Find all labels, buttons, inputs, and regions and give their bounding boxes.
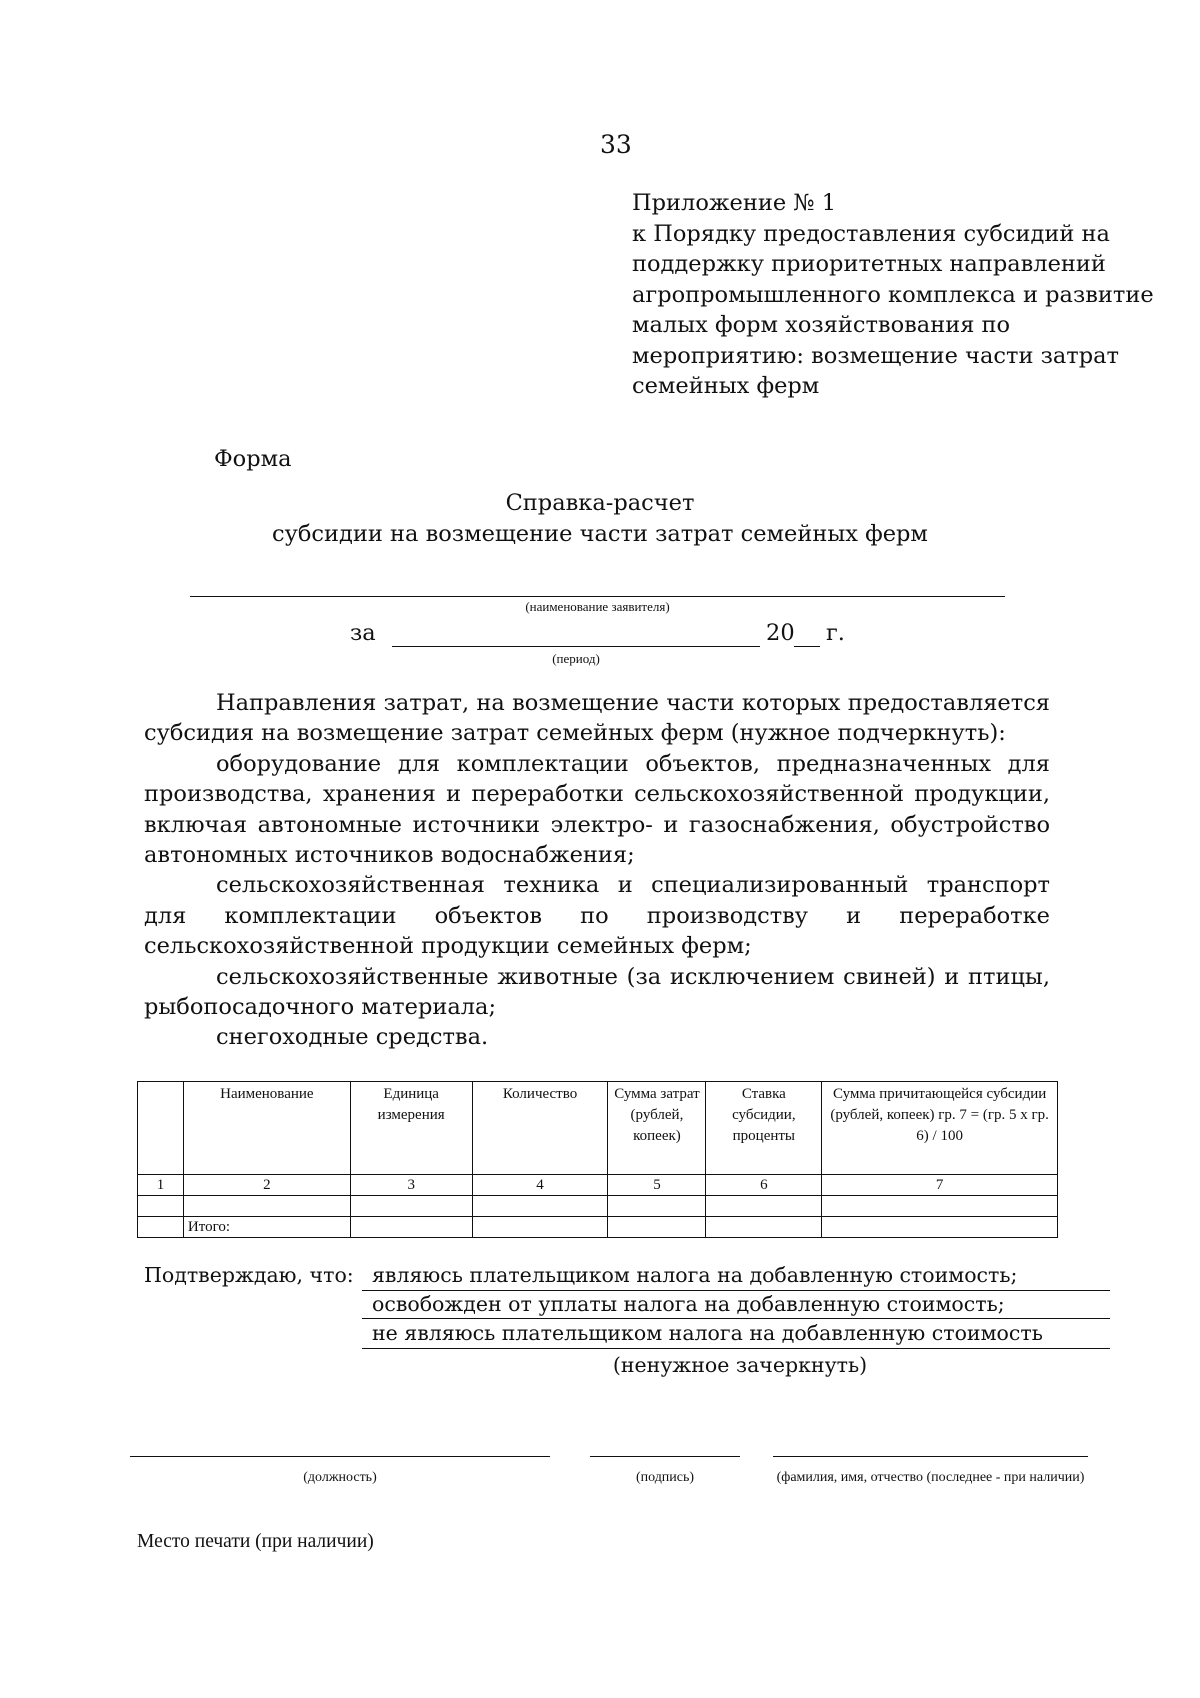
table-cell: 4 [472,1175,608,1196]
table-cell[interactable] [472,1196,608,1217]
full-name-caption: (фамилия, имя, отчество (последнее - при наличии) [776,1470,1085,1485]
table-column-numbers-row [138,1175,1058,1196]
table-cell[interactable] [608,1196,706,1217]
strike-note: (ненужное зачеркнуть) [612,1353,868,1377]
table-header: Наименование [183,1082,350,1175]
table-cell: 1 [138,1175,184,1196]
form-label: Форма [214,446,292,472]
appendix-line: семейных ферм [632,373,820,399]
table-header: Сумма причитающейся субсидии (рублей, копеек) гр. 7 = (гр. 5 х гр. 6) / 100 [822,1082,1058,1175]
year-prefix: 20 [766,620,795,646]
stamp-label: Место печати (при наличии) [137,1531,374,1552]
appendix-line: Приложение № 1 [632,190,837,216]
table-cell[interactable] [706,1217,822,1238]
full-name-field[interactable] [773,1456,1088,1457]
period-caption: (период) [552,651,600,666]
table-cell [138,1217,184,1238]
table-cell[interactable] [350,1196,472,1217]
body-paragraph: Направления затрат, на возмещение части которых предоставляется субсидия на возмещение затрат семейных ферм (нужное подчеркнуть): [144,690,1050,747]
period-field[interactable] [392,646,760,647]
table-cell[interactable] [183,1196,350,1217]
confirm-option[interactable]: освобожден от уплаты налога на добавленную стоимость; [372,1292,1005,1316]
confirm-underline [362,1290,1110,1291]
position-field[interactable] [130,1456,550,1457]
expense-directions [144,688,1050,1053]
year-suffix: г. [826,620,845,646]
appendix-line: агропромышленного комплекса и развитие [632,281,1154,308]
appendix-line: малых форм хозяйствования по [632,312,1011,338]
period-za-label: за [350,620,376,646]
confirm-underline [362,1348,1110,1349]
confirm-option[interactable]: не являюсь плательщиком налога на добавленную стоимость [372,1321,1043,1345]
body-paragraph: оборудование для комплектации объектов, предназначенных для производства, хранения и переработки сельскохозяйственной продукции, включая автономные источники электро- и газоснабжения, обустройство автономных источников водоснабжения; [144,750,1050,869]
signature-caption: (подпись) [635,1470,695,1485]
table-cell: 3 [350,1175,472,1196]
table-cell[interactable] [706,1196,822,1217]
year-field[interactable] [794,646,820,647]
document-subtitle: субсидии на возмещение части затрат семейных ферм [272,521,928,547]
page-number: 33 [600,130,632,159]
appendix-line: к Порядку предоставления субсидий на [632,220,1110,247]
table-cell[interactable] [822,1217,1058,1238]
appendix-line: поддержку приоритетных направлений [632,251,1106,277]
document-title: Справка-расчет [505,490,695,516]
table-cell: 2 [183,1175,350,1196]
table-header: Количество [472,1082,608,1175]
body-paragraph: сельскохозяйственная техника и специализированный транспорт для комплектации объектов по производству и переработке сельскохозяйственной продукции семейных ферм; [144,872,1050,960]
appendix-line: мероприятию: возмещение части затрат [632,342,1120,369]
calculation-table [137,1081,1058,1238]
table-row [138,1196,1058,1217]
table-cell[interactable] [608,1217,706,1238]
table-header-row [138,1082,1058,1175]
confirm-label: Подтверждаю, что: [144,1263,354,1287]
table-cell: 7 [822,1175,1058,1196]
table-total-row [138,1217,1058,1238]
applicant-caption: (наименование заявителя) [525,599,670,614]
table-cell[interactable] [350,1217,472,1238]
table-cell[interactable] [472,1217,608,1238]
table-header [138,1082,184,1175]
table-cell: 6 [706,1175,822,1196]
signature-field[interactable] [590,1456,740,1457]
table-cell[interactable] [822,1196,1058,1217]
total-label: Итого: [183,1217,350,1238]
confirm-underline [362,1318,1110,1319]
table-header: Сумма затрат (рублей, копеек) [608,1082,706,1175]
table-cell: 5 [608,1175,706,1196]
body-paragraph: сельскохозяйственные животные (за исключением свиней) и птицы, рыбопосадочного материала; [144,963,1050,1021]
table-header: Ставка субсидии, проценты [706,1082,822,1175]
confirm-option[interactable]: являюсь плательщиком налога на добавленную стоимость; [372,1263,1018,1287]
applicant-name-field[interactable] [190,596,1005,597]
body-paragraph: снегоходные средства. [216,1024,489,1051]
position-caption: (должность) [303,1470,377,1485]
table-header: Единица измерения [350,1082,472,1175]
appendix-header [632,188,1152,402]
table-cell[interactable] [138,1196,184,1217]
